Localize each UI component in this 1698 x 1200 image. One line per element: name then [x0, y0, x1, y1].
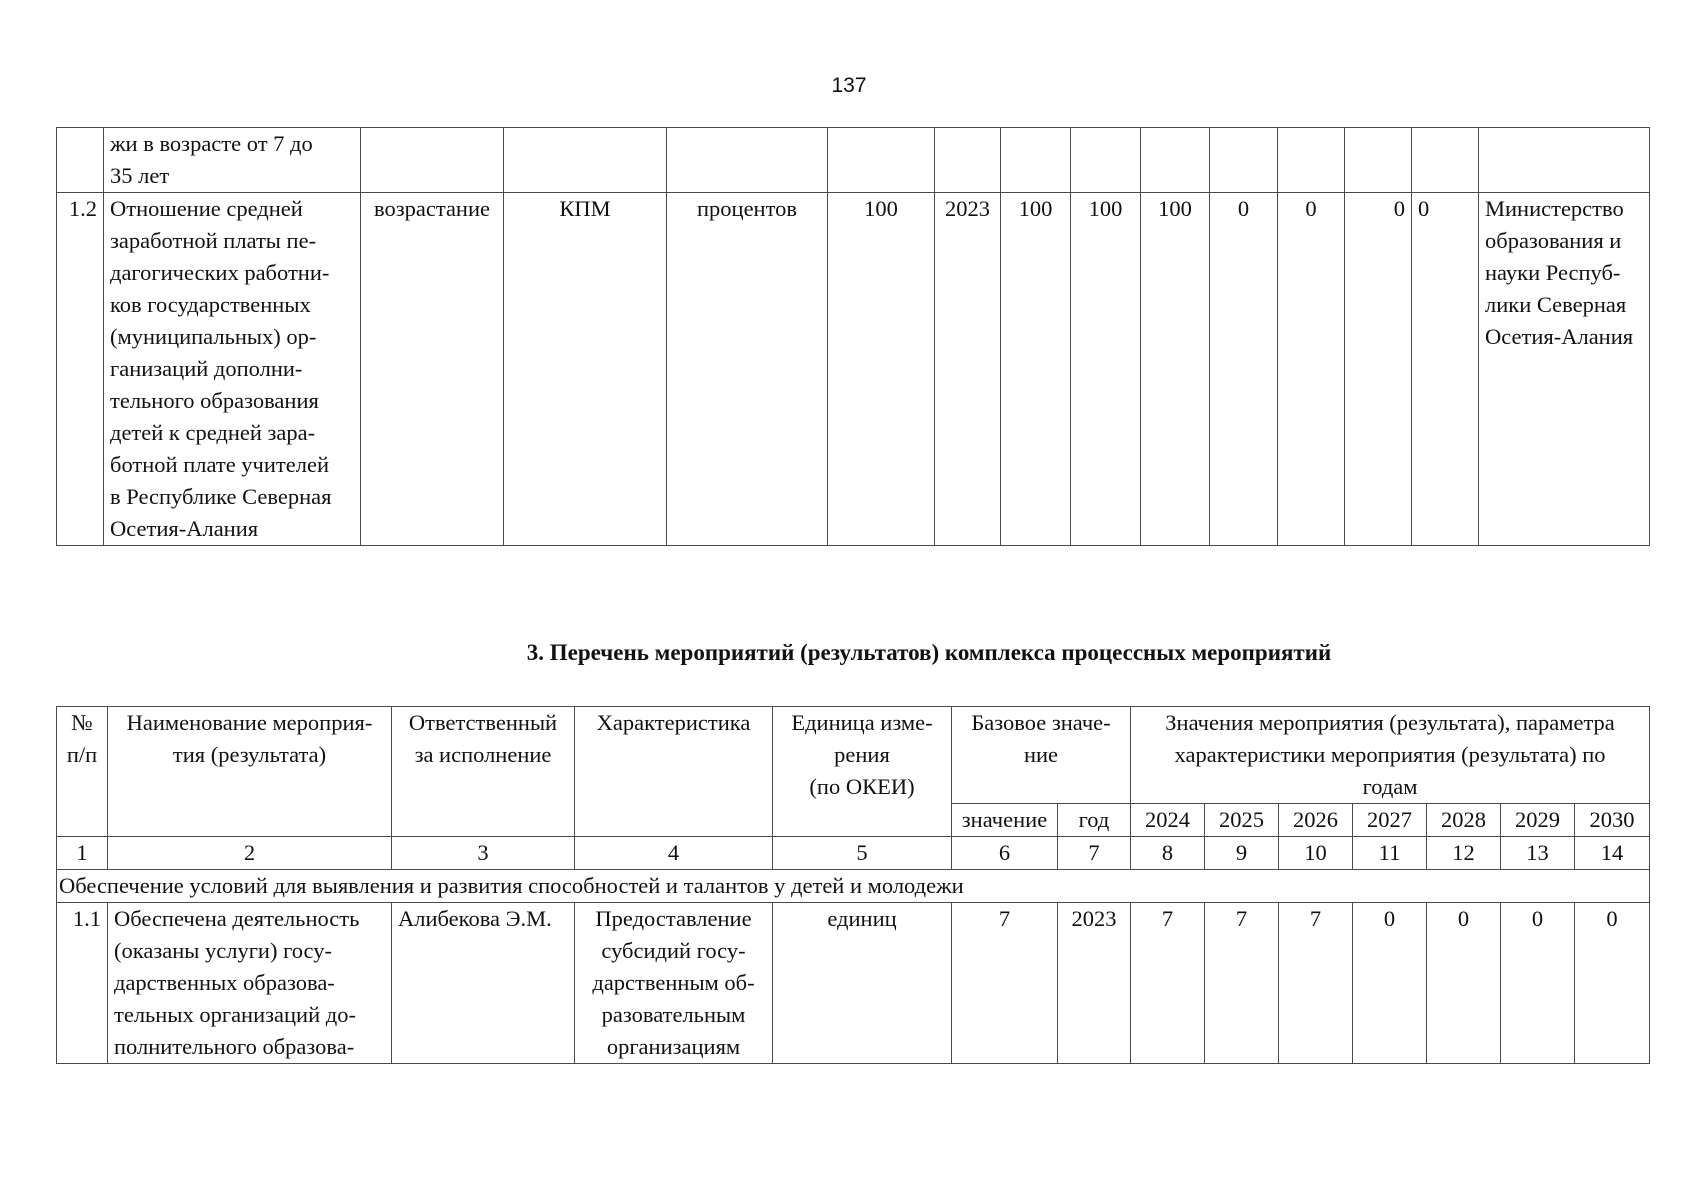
header-year: 2030: [1575, 804, 1650, 837]
section-row-label: Обеспечение условий для выявления и развития способностей и талантов у детей и молодежи: [57, 870, 1650, 903]
cell-value: 0: [1278, 193, 1345, 546]
column-number: 13: [1501, 837, 1575, 870]
column-number: 2: [108, 837, 392, 870]
cell-value: 0: [1210, 193, 1278, 546]
cell-value: 100: [1141, 193, 1210, 546]
header-base-year: год: [1058, 804, 1131, 837]
cell-num: 1.1: [57, 903, 108, 1064]
table-row: [57, 193, 1650, 546]
header-year: 2028: [1427, 804, 1501, 837]
cell-base-year: 2023: [1058, 903, 1131, 1064]
header-values: Значения мероприятия (результата), параметра характеристики мероприятия (результата) по годам: [1131, 707, 1650, 804]
column-number: 4: [575, 837, 773, 870]
cell-value: 0: [1412, 193, 1479, 546]
section-title: 3. Перечень мероприятий (результатов) комплекса процессных мероприятий: [526, 640, 1332, 665]
cell-name: Отношение средней заработной платы пе- дагогических работни- ков государственных (муниципальных) ор- ганизаций дополни- тельного образования детей к средней зара- ботной плате учителей в Республике Северная Осетия-Алания: [104, 193, 361, 546]
column-number: 12: [1427, 837, 1501, 870]
cell-trend: возрастание: [361, 193, 504, 546]
column-number: 5: [773, 837, 952, 870]
cell-value: 0: [1345, 193, 1412, 546]
header-year: 2024: [1131, 804, 1205, 837]
header-num: № п/п: [57, 707, 108, 837]
cell-value: 0: [1353, 903, 1427, 1064]
cell-value: 0: [1427, 903, 1501, 1064]
cell-base-value: 7: [952, 903, 1058, 1064]
header-row: [57, 707, 1650, 804]
column-number: 10: [1279, 837, 1353, 870]
column-number: 14: [1575, 837, 1650, 870]
header-year: 2027: [1353, 804, 1427, 837]
cell-base-value: 100: [828, 193, 935, 546]
column-number: 1: [57, 837, 108, 870]
activities-table: [56, 706, 1650, 1064]
header-base-value: значение: [952, 804, 1058, 837]
section-row: [57, 870, 1650, 903]
column-numbers-row: [57, 837, 1650, 870]
column-number: 9: [1205, 837, 1279, 870]
continuation-row: [57, 128, 1650, 193]
column-number: 11: [1353, 837, 1427, 870]
cell-characteristic: Предоставление субсидий госу- дарственным об- разовательным организациям: [575, 903, 773, 1064]
cell-value: 0: [1575, 903, 1650, 1064]
cell-value: 100: [1071, 193, 1141, 546]
cell-level: КПМ: [504, 193, 667, 546]
cell-value: 7: [1131, 903, 1205, 1064]
cell-base-year: 2023: [935, 193, 1001, 546]
cell-num: 1.2: [57, 193, 104, 546]
header-responsible: Ответственный за исполнение: [392, 707, 575, 837]
column-number: 6: [952, 837, 1058, 870]
cell-unit: процентов: [667, 193, 828, 546]
cell-value: 7: [1205, 903, 1279, 1064]
column-number: 3: [392, 837, 575, 870]
cell-name: жи в возрасте от 7 до 35 лет: [104, 128, 361, 193]
cell-value: 7: [1279, 903, 1353, 1064]
cell-unit: единиц: [773, 903, 952, 1064]
table-row: [57, 903, 1650, 1064]
cell-value: 100: [1001, 193, 1071, 546]
header-year: 2026: [1279, 804, 1353, 837]
indicators-table-continuation: [56, 127, 1650, 546]
header-year: 2025: [1205, 804, 1279, 837]
cell-name: Обеспечена деятельность (оказаны услуги) госу- дарственных образова- тельных организаций до- полнительного образова-: [108, 903, 392, 1064]
header-unit: Единица изме- рения (по ОКЕИ): [773, 707, 952, 837]
header-name: Наименование мероприя- тия (результата): [108, 707, 392, 837]
cell-responsible: Министерство образования и науки Респуб- лики Северная Осетия-Алания: [1479, 193, 1650, 546]
cell-num: [57, 128, 104, 193]
column-number: 7: [1058, 837, 1131, 870]
cell-value: 0: [1501, 903, 1575, 1064]
header-year: 2029: [1501, 804, 1575, 837]
header-base: Базовое значе- ние: [952, 707, 1131, 804]
cell-responsible: Алибекова Э.М.: [392, 903, 575, 1064]
column-number: 8: [1131, 837, 1205, 870]
page-number: 137: [831, 74, 867, 97]
header-characteristic: Характеристика: [575, 707, 773, 837]
